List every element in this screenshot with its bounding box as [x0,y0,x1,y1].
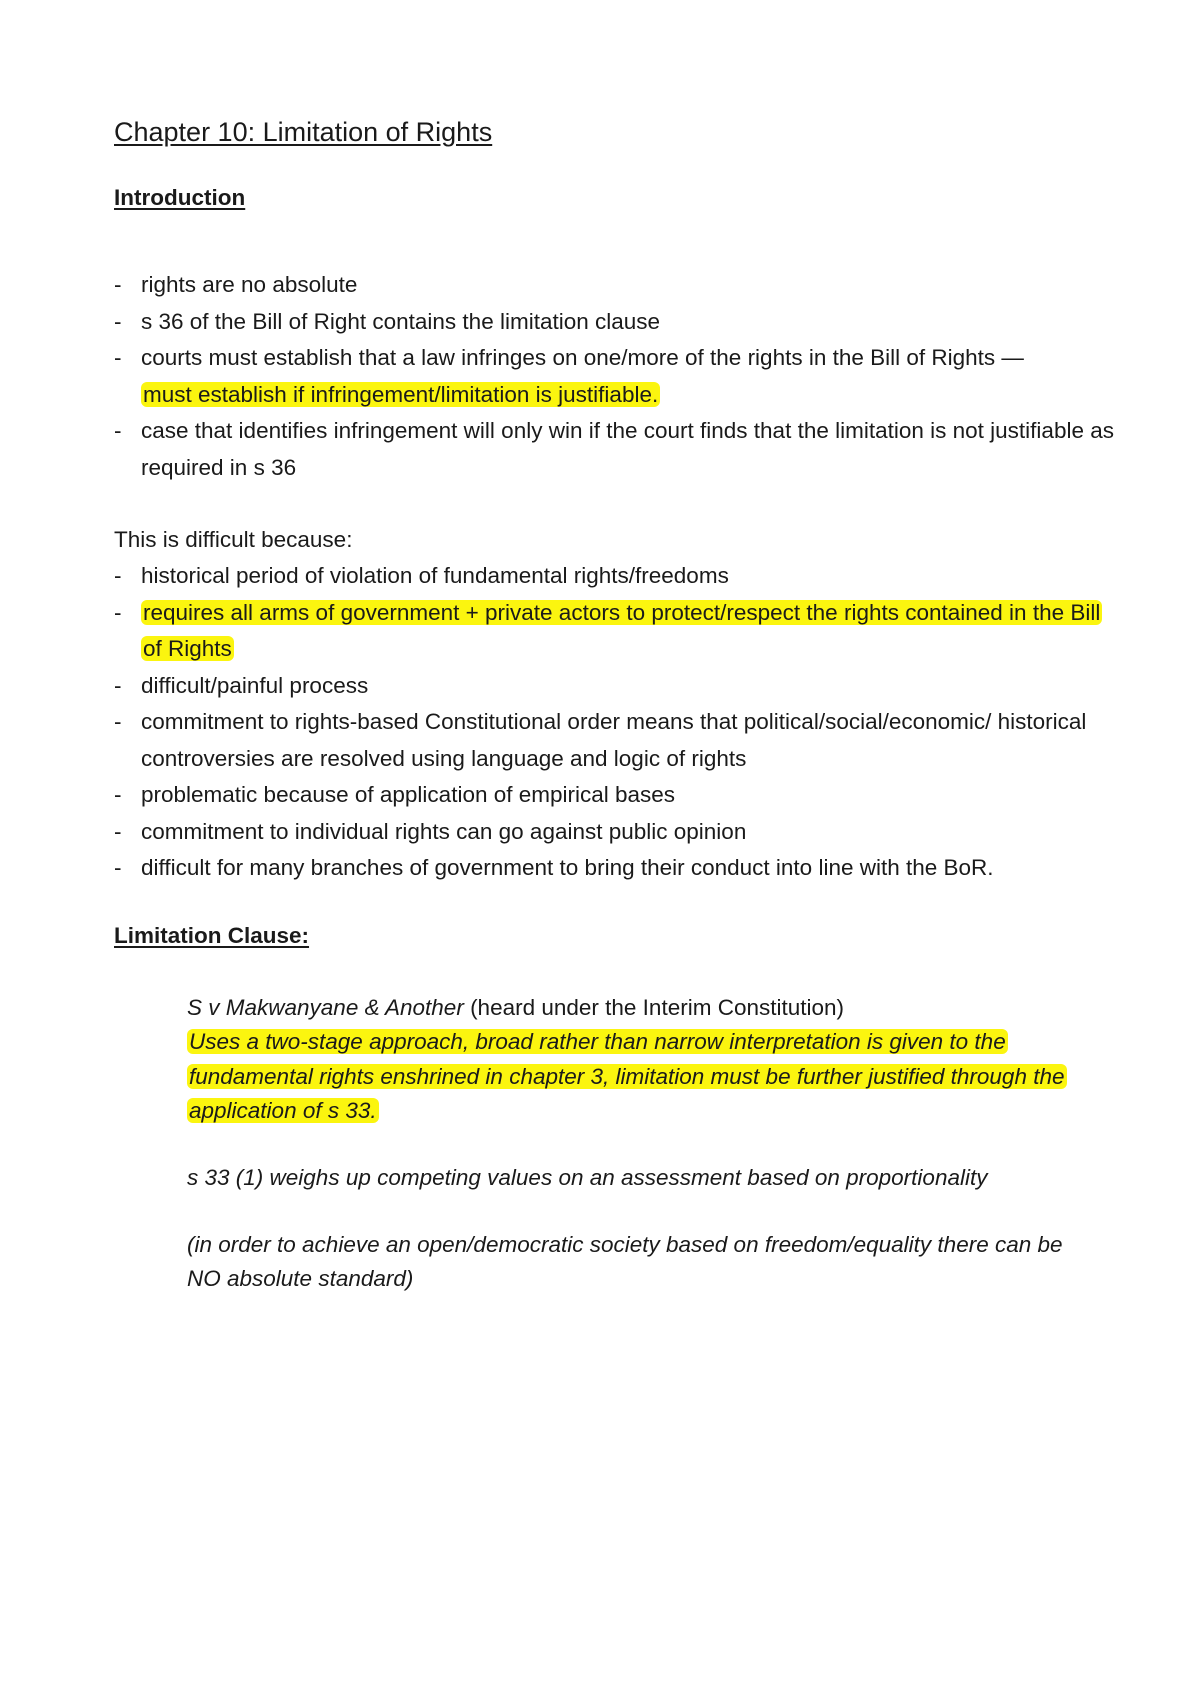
absolute-standard-note: (in order to achieve an open/democratic society based on freedom/equality there can be NO absolute standard) [187,1232,1063,1291]
dash-bullet: - [114,345,122,370]
list-item: - difficult for many branches of government to bring their conduct into line with the BoR. [114,850,1114,887]
list-item: - case that identifies infringement will only win if the court finds that the limitation is not justifiable as required in s 36 [114,413,1114,486]
highlighted-text: requires all arms of government + private actors to protect/respect the rights contained in the Bill of Rights [143,599,1101,661]
list-item: - historical period of violation of fundamental rights/freedoms [114,558,1114,595]
dash-bullet: - [114,782,122,807]
list-item: - difficult/painful process [114,668,1114,705]
difficulty-lead: This is difficult because: [114,527,353,552]
section-heading-introduction: Introduction [114,185,246,210]
list-item: - problematic because of application of empirical bases [114,777,1114,814]
dash-bullet: - [114,599,122,625]
list-item: - commitment to individual rights can go against public opinion [114,814,1114,851]
case-name: S v Makwanyane & Another [187,995,464,1020]
case-citation [187,990,1087,1027]
case-summary [187,1025,1087,1129]
case-note: (heard under the Interim Constitution) [463,995,845,1020]
dash-bullet: - [114,418,122,443]
dash-bullet: - [114,818,122,844]
dash-bullet: - [114,272,122,297]
dash-bullet: - [114,709,122,734]
list-item: - commitment to rights-based Constitutional order means that political/social/economic/ historical controversies are resolved using language and logic of rights [114,704,1101,777]
list-item: - rights are no absolute [114,267,1114,304]
intro-list [114,267,1114,486]
dash-bullet: - [114,855,122,880]
page-title: Chapter 10: Limitation of Rights [114,117,493,147]
section-heading-limitation-clause: Limitation Clause: [114,923,310,948]
highlighted-text: must establish if infringement/limitation is justifiable. [143,381,659,407]
list-item [114,595,1101,668]
dash-bullet: - [114,672,122,698]
dash-bullet: - [114,563,122,588]
highlighted-text: Uses a two-stage approach, broad rather than narrow interpretation is given to the fundamental rights enshrined in chapter 3, limitation must be further justified through the application of s 33. [189,1029,1065,1123]
difficulty-list [114,558,1114,887]
s33-note: s 33 (1) weighs up competing values on an assessment based on proportionality [187,1165,988,1190]
list-item: - courts must establish that a law infringes on one/more of the rights in the Bill of Rights — must establish if infringement/limitation is justifiable. [114,340,1114,413]
list-item: - s 36 of the Bill of Right contains the limitation clause [114,304,1114,341]
dash-bullet: - [114,308,122,334]
